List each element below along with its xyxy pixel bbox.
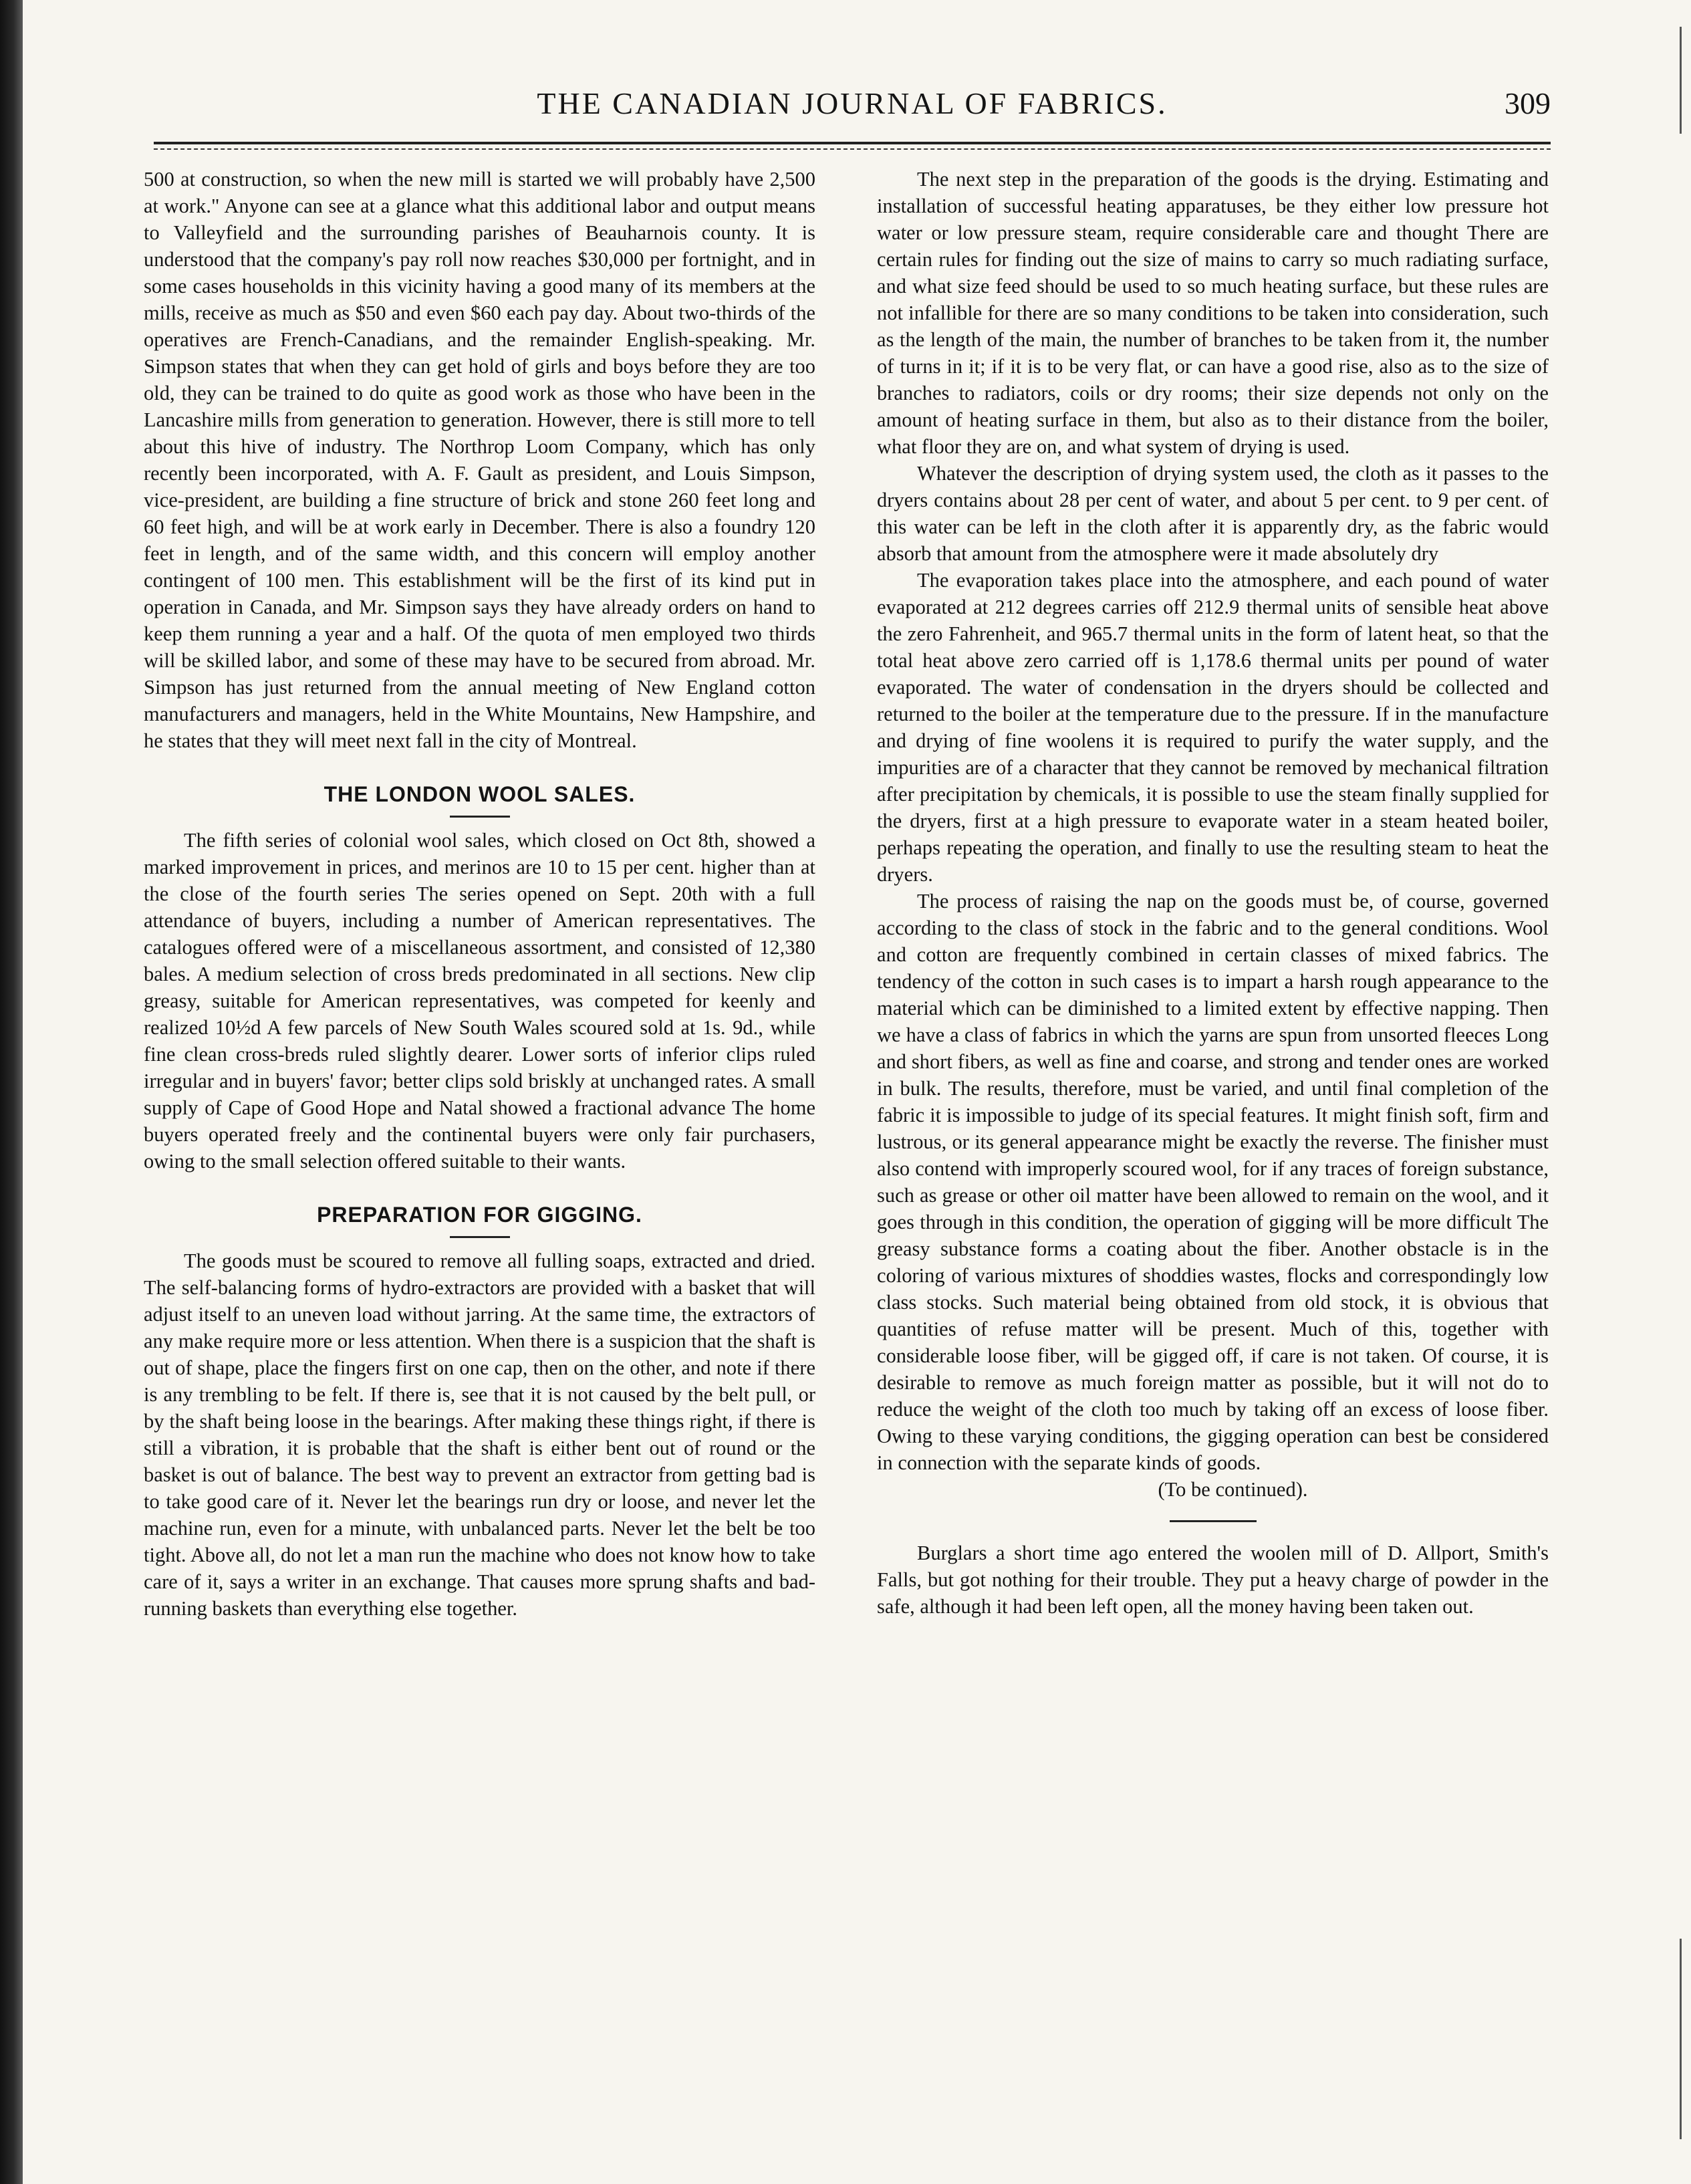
intro-paragraph: 500 at construction, so when the new mill is started we will probably have 2,500 at work." Anyone can see at a glance what this additional labor and output means to Valleyfield and the surrounding parishes of Beauharnois county. It is understood that the company's pay roll now reaches $30,000 per fortnight, and in some cases households in this vicinity having a good many of its members at the mills, receive as much as $50 and even $60 each pay day. About two-thirds of the operatives are French-Canadians, and the remainder English-speaking. Mr. Simpson states that when they can get hold of girls and boys before they are too old, they can be trained to do quite as good work as those who have been in the Lancashire mills from generation to generation. However, there is still more to tell about this hive of industry. The Northrop Loom Company, which has only recently been incorporated, with A. F. Gault as president, and Louis Simpson, vice-president, are building a fine structure of brick and stone 260 feet long and 60 feet high, and will be at work early in December. There is also a foundry 120 feet in length, and of the same width, and this concern will employ another contingent of 100 men. This establishment will be the first of its kind put in operation in Canada, and Mr. Simpson says they have already orders on hand to keep them running a year and a half. Of the quota of men employed two thirds will be skilled labor, and some of these may have to be secured from abroad. Mr. Simpson has just returned from the annual meeting of New England cotton manufacturers and managers, held in the White Mountains, New Hampshire, and he states that they will meet next fall in the city of Montreal. bbox=[144, 168, 815, 752]
right-column bbox=[877, 166, 1549, 1620]
section-divider bbox=[1170, 1520, 1257, 1522]
gigging-paragraph: The goods must be scoured to remove all fulling soaps, extracted and dried. The self-balancing forms of hydro-extractors are provided with a basket that will adjust itself to an uneven load without jarring. At the same time, the extractors of any make require more or less attention. When there is a suspicion that the shaft is out of shape, place the fingers first on one cap, then on the other, and note if there is any trembling to be felt. If there is, see that it is not caused by the belt pull, or by the shaft being loose in the bearings. After making these things right, if there is still a vibration, it is probable that the shaft is either bent out of round or the basket is out of balance. The best way to prevent an extractor from getting bad is to take good care of it. Never let the bearings run dry or loose, and never let the machine run, even for a minute, with unbalanced parts. Never let the belt be too tight. Above all, do not let a man run the machine who does not know how to take care of it, says a writer in an exchange. That causes more sprung shafts and bad-running baskets than everything else together. bbox=[144, 1249, 815, 1620]
heading-rule bbox=[450, 816, 510, 818]
header-rule-dashed bbox=[154, 148, 1551, 150]
nap-paragraph: The process of raising the nap on the goods must be, of course, governed according to the class of stock in the fabric and to the general conditions. Wool and cotton are frequently combined in certain classes of mixed fabrics. The tendency of the cotton in such cases is to impart a harsh rough appearance to the material which can be diminished to a limited extent by effective napping. Then we have a class of fabrics in which the yarns are spun from unsorted fleeces Long and short fibers, as well as fine and coarse, and strong and tender ones are worked in bulk. The results, therefore, must be varied, and until final completion of the fabric it is impossible to judge of its special features. It might finish soft, firm and lustrous, or its general appearance might be exactly the reverse. The finisher must also contend with improperly scoured wool, for if any traces of foreign substance, such as grease or other oil matter have been allowed to remain on the wool, and it goes through in this condition, the operation of gigging will be more difficult The greasy substance forms a coating about the fiber. Another obstacle is in the coloring of various mixtures of shoddies wastes, flocks and correspondingly low class stocks. Such material being obtained from old stock, it is obvious that quantities of refuse matter will be present. Much of this, together with considerable loose fiber, will be gigged off, if care is not taken. Of course, it is desirable to remove as much foreign matter as possible, but it will not do to reduce the weight of the cloth too much by taking off an excess of loose fiber. Owing to these varying conditions, the gigging operation can best be considered in connection with the separate kinds of goods. bbox=[877, 890, 1549, 1474]
binding-spine bbox=[0, 0, 23, 2184]
wool-sales-paragraph: The fifth series of colonial wool sales, which closed on Oct 8th, showed a marked improvement in prices, and merinos are 10 to 15 per cent. higher than at the close of the fourth series The series opened on Sept. 20th with a full attendance of buyers, including a number of American representatives. The catalogues offered were of a miscellaneous assortment, and consisted of 12,380 bales. A medium selection of cross breds predominated in all sections. New clip greasy, suitable for American representatives, was competed for keenly and realized 10½d A few parcels of New South Wales scoured sold at 1s. 9d., while fine clean cross-breds ruled slightly dearer. Lower sorts of inferior clips ruled irregular and in buyers' favor; better clips sold briskly at unchanged rates. A small supply of Cape of Good Hope and Natal showed a fractional advance The home buyers operated freely and the continental buyers were only fair purchasers, owing to the small selection offered suitable to their wants. bbox=[144, 829, 815, 1173]
page-number: 309 bbox=[1505, 86, 1551, 120]
page-edge-mark bbox=[1680, 1939, 1682, 2139]
header-rule bbox=[154, 142, 1551, 144]
burglars-paragraph: Burglars a short time ago entered the woolen mill of D. Allport, Smith's Falls, but got nothing for their trouble. They put a heavy charge of powder in the safe, although it had been left open, all the money having been taken out. bbox=[877, 1542, 1549, 1618]
continued-note: (To be continued). bbox=[1158, 1478, 1308, 1501]
wool-sales-heading: THE LONDON WOOL SALES. bbox=[323, 782, 636, 806]
evaporation-paragraph: The evaporation takes place into the atmosphere, and each pound of water evaporated at 212 degrees carries off 212.9 thermal units of sensible heat above the zero Fahrenheit, and 965.7 thermal units in the form of latent heat, so that the total heat above zero carried off is 1,178.6 thermal units per pound of water evaporated. The water of condensation in the dryers should be collected and returned to the boiler at the temperature due to the pressure. If in the manufacture and drying of fine woolens it is required to purify the water supply, and the impurities are of a character that they cannot be removed by mechanical filtration after precipitation by chemicals, it is possible to use the steam finally supplied for the dryers, first at a high pressure to evaporate water in a steam heated boiler, perhaps repeating the operation, and finally to use the resulting steam to heat the dryers. bbox=[877, 569, 1549, 886]
page-edge-mark bbox=[1680, 27, 1682, 134]
page-header bbox=[154, 86, 1551, 139]
cloth-water-paragraph: Whatever the description of drying system used, the cloth as it passes to the dryers contains about 28 per cent of water, and about 5 per cent. to 9 per cent. of this water can be left in the cloth after it is apparently dry, as the fabric would absorb that amount from the atmosphere were it made absolutely dry bbox=[877, 462, 1549, 565]
heading-rule bbox=[450, 1236, 510, 1238]
drying-paragraph: The next step in the preparation of the goods is the drying. Estimating and installation of successful heating apparatuses, be they either low pressure hot water or low pressure steam, require considerable care and thought There are certain rules for finding out the size of mains to carry so much radiating surface, and what size feed should be used to so much heating surface, but these rules are not infallible for there are so many conditions to be taken into consideration, such as the length of the main, the number of branches to be taken from it, the number of turns in it; if it is to be very flat, or can have a good rise, also as to the size of branches to radiators, coils or dry rooms; their size depends not only on the amount of heating surface in them, but also as to their distance from the boiler, what floor they are on, and what system of drying is used. bbox=[877, 168, 1549, 458]
left-column bbox=[144, 166, 815, 1622]
journal-title: THE CANADIAN JOURNAL OF FABRICS. bbox=[537, 86, 1168, 120]
gigging-heading: PREPARATION FOR GIGGING. bbox=[317, 1203, 642, 1227]
